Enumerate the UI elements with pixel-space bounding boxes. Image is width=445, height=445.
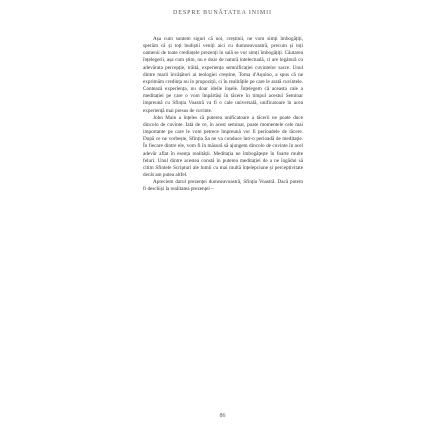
paragraph: John Main a înțeles că puterea unificatoare a tăcerii ne poate duce dincolo de cuvinte. Iată de ce, în acest seminar, poate momentele cele mai importante pe care le vom petrece împreună vor fi perioadele de tăcere. După ce ne vorbește, Sfinția Sa ne va conduce într-o perioadă de meditație. În fiecare dintre ele, vom fi în măsură să ajungem dincolo de cuvinte în acel adevăr aflat în esența realității. Meditația ne îmbogățește în foarte multe feluri. Unul dintre acestea constă în puterea meditației de a ne îngădui să citim Sfintele Scripturi ale lumii cu mai multă înțelepciune și perceptivitate decât am putea altfel.	[143, 114, 303, 178]
paragraph: Apreciem darul prezenței dumneavoastră, Sfinția Voastră. Dacă putem fi deschiși la realitatea prezenței –	[143, 179, 303, 193]
paragraph: Așa cum suntem siguri că noi, creștinii, ne vom simți îmbogățiți, sperăm că și toți budiștii veniți aici cu dumneavoastră, precum și toți oamenii de toate credințele prezenți în sală se vor simți îmbogățiți. Căutarea înțelegerii, așa cum știm, nu e doar de natură intelectuală, ci are legătură cu adevărata percepție, trăită, experiența semnificației cuvintelor sacre. Unul dintre marii învățători ai teologiei creștine, Toma d'Aquino, a spus că ne exprimăm credința nu în propoziții, ci în realitățile pe care le arată cuvintele. Contează experiența, nu doar ideile înșele. Înțelegem că aceasta cale a meditației pe care o vom împărtăși în tăcere în timpul acestui Seminar împreună cu Sfinția Voastră va fi o cale universală, unificatoare în acea experiență mai presus de cuvinte.	[143, 36, 303, 114]
body-text	[143, 36, 303, 193]
page-number: 86	[219, 413, 226, 419]
running-head: DESPRE BUNĂTATEA INIMII	[173, 10, 272, 16]
